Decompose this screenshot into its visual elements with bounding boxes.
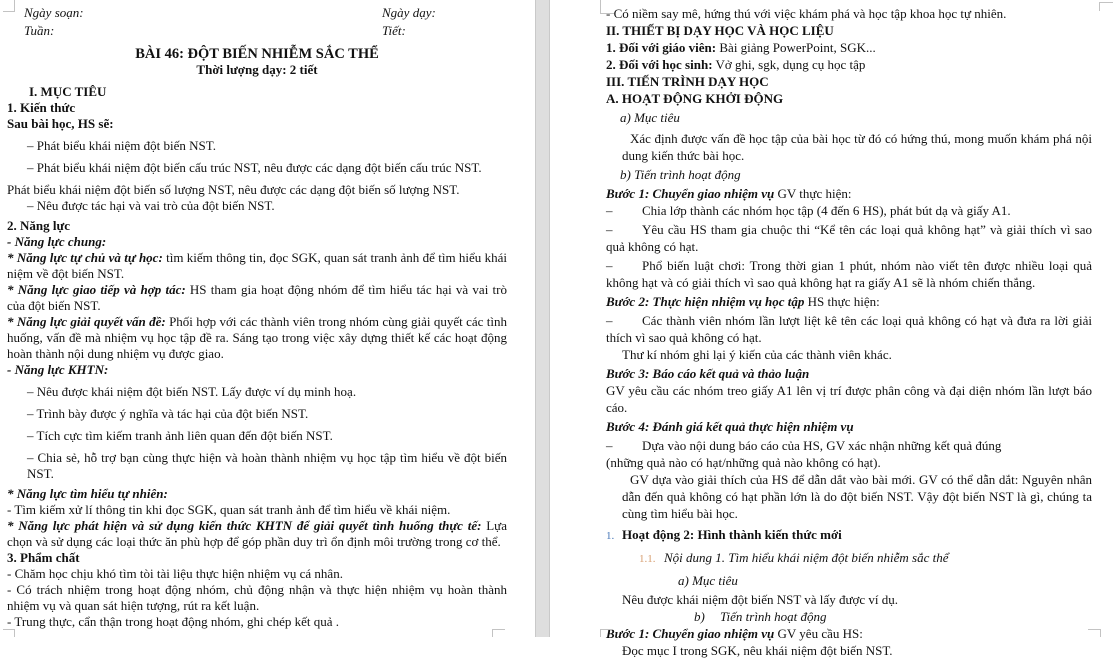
doc-paragraph: [606, 454, 1092, 471]
label-tuan: Tuần:: [24, 23, 55, 38]
doc-paragraph: [7, 198, 507, 214]
doc-paragraph: [7, 282, 507, 314]
doc-paragraph: [7, 582, 507, 614]
paragraph-text: Vở ghi, sgk, dụng cụ học tập: [712, 57, 866, 72]
doc-paragraph: [606, 437, 1092, 454]
paragraph-lead: 1. Đối với giáo viên:: [606, 40, 717, 55]
doc-paragraph: [606, 221, 1092, 255]
paragraph-text: Xác định được vấn đề học tập của bài học từ đó có hứng thú, mong muốn khám phá nội dung kiến thức bài học.: [622, 131, 1092, 163]
doc-paragraph: [606, 471, 1092, 522]
paragraph-text: - Năng lực chung:: [7, 234, 107, 249]
paragraph-text: a) Mục tiêu: [678, 573, 738, 588]
paragraph-text: Sau bài học, HS sẽ:: [7, 116, 114, 131]
doc-paragraph: [606, 5, 1092, 22]
paragraph-text: b) Tiến trình hoạt động: [620, 167, 741, 182]
heading-tien-trinh: [606, 73, 1092, 90]
paragraph-text: Phổ biến luật chơi: Trong thời gian 1 phút, nhóm nào viết tên được nhiều loại quả không hạt và có giải thích vì sao quả không hạt ra giấy A1 sẽ là nhóm chiến thắng.: [606, 258, 1092, 290]
paragraph-text: Hoạt động 2: Hình thành kiến thức mới: [622, 527, 842, 542]
doc-paragraph: [7, 362, 507, 378]
paragraph-text: – Phát biểu khái niệm đột biến cấu trúc NST, nêu được các dạng đột biến cấu trúc NST.: [27, 160, 482, 175]
paragraph-text: – Trình bày được ý nghĩa và tác hại của đột biến NST.: [27, 406, 309, 421]
paragraph-text: Thư kí nhóm ghi lại ý kiến của các thành viên khác.: [622, 347, 892, 362]
doc-paragraph: [606, 109, 1092, 126]
doc-paragraph: [606, 382, 1092, 416]
doc-paragraph: [7, 502, 507, 518]
paragraph-text: - Chăm học chịu khó tìm tòi tài liệu thực hiện nhiệm vụ cá nhân.: [7, 566, 343, 581]
doc-paragraph: [7, 566, 507, 582]
heading-hoat-dong-khoi-dong: [606, 90, 1092, 107]
doc-paragraph: [7, 160, 507, 176]
paragraph-text: – Nêu được tác hại và vai trò của đột biến NST.: [27, 198, 275, 213]
paragraph-lead: –: [606, 222, 613, 237]
paragraph-lead: Bước 1: Chuyển giao nhiệm vụ: [606, 626, 775, 641]
paragraph-text: Phối hợp với các thành viên trong nhóm cùng giải quyết các tình huống, vấn đề mà nhiệm vụ học tập đề ra. Sáng tạo trong việc xây dựng thiết kế các hoạt động hoàn thành nội dung nhiệm vụ được giao.: [7, 314, 507, 361]
paragraph-text: HS tham gia hoạt động nhóm để tìm hiểu tác hại và vai trò của đột biến NST.: [7, 282, 507, 313]
page-1-body: [7, 46, 507, 630]
paragraph-lead: * Năng lực giải quyết vấn đề:: [7, 314, 166, 329]
doc-paragraph: [7, 138, 507, 154]
paragraph-lead: –: [606, 258, 613, 273]
paragraph-text: – Chia sẻ, hỗ trợ bạn cùng thực hiện và hoàn thành nhiệm vụ học tập tìm hiểu về đột biến NST.: [27, 450, 507, 481]
doc-paragraph: [606, 591, 1092, 608]
label-tiet: Tiết:: [382, 23, 406, 38]
doc-paragraph: [606, 312, 1092, 346]
heading-nang-luc: [7, 218, 507, 234]
doc-paragraph: [7, 406, 507, 422]
doc-paragraph: [606, 166, 1092, 183]
paragraph-text: (những quả nào có hạt/những quả nào không có hạt).: [606, 455, 881, 470]
page-gap: [536, 0, 549, 637]
page-1[interactable]: [0, 0, 536, 637]
paragraph-text: Tiến trình hoạt động: [720, 609, 827, 624]
paragraph-text: a) Mục tiêu: [620, 110, 680, 125]
paragraph-lead: Bước 2: Thực hiện nhiệm vụ học tập: [606, 294, 805, 309]
paragraph-lead: * Năng lực giao tiếp và hợp tác:: [7, 282, 186, 297]
paragraph-text: – Phát biểu khái niệm đột biến NST.: [27, 138, 216, 153]
page-2-body: [606, 5, 1092, 659]
paragraph-text: Đọc mục I trong SGK, nêu khái niệm đột biến NST.: [622, 643, 893, 658]
doc-paragraph: [606, 130, 1092, 164]
paragraph-lead: * Năng lực tự chủ và tự học:: [7, 250, 163, 265]
paragraph-text: – Nêu được khái niệm đột biến NST. Lấy được ví dụ minh hoạ.: [27, 384, 357, 399]
doc-paragraph: [606, 202, 1092, 219]
meta-row-2: [7, 22, 507, 40]
doc-paragraph: [606, 56, 1092, 73]
list-number: 1.1.: [639, 553, 656, 565]
heading-buoc-4: [606, 418, 1092, 435]
heading-muc-tieu: [7, 84, 507, 100]
activity-2-heading: [606, 526, 1092, 545]
paragraph-text: – Tích cực tìm kiếm tranh ảnh liên quan đến đột biến NST.: [27, 428, 333, 443]
label-ngay-soan: Ngày soạn:: [24, 5, 84, 20]
doc-paragraph: [606, 257, 1092, 291]
paragraph-text: III. TIẾN TRÌNH DẠY HỌC: [606, 74, 769, 89]
paragraph-text: II. THIẾT BỊ DẠY HỌC VÀ HỌC LIỆU: [606, 23, 834, 38]
heading-buoc-3: [606, 365, 1092, 382]
paragraph-text: Bước 4: Đánh giá kết quả thực hiện nhiệm vụ: [606, 419, 854, 434]
paragraph-text: - Tìm kiếm xử lí thông tin khi đọc SGK, quan sát tranh ảnh để tìm hiểu về khái niệm.: [7, 502, 451, 517]
paragraph-text: I. MỤC TIÊU: [29, 84, 107, 99]
paragraph-text: Thời lượng dạy: 2 tiết: [196, 62, 318, 77]
paragraph-text: GV dựa vào giải thích của HS để dẫn dắt vào bài mới. GV có thể dẫn dắt: Nguyên nhân dẫn đến quả không có hạt phần lớn là do đột biến NST. Vậy đột biến NST là gì, chúng ta cùng tìm hiểu bài học.: [622, 472, 1092, 521]
paragraph-text: - Trung thực, cẩn thận trong hoạt động nhóm, ghi chép kết quả .: [7, 614, 339, 629]
paragraph-text: 3. Phẩm chất: [7, 550, 80, 565]
doc-paragraph: [7, 314, 507, 362]
paragraph-text: GV yêu cầu các nhóm treo giấy A1 lên vị trí được phân công và đại diện nhóm lần lượt báo cáo.: [606, 383, 1092, 415]
doc-paragraph: [7, 518, 507, 550]
label-ngay-day: Ngày dạy:: [382, 5, 436, 20]
paragraph-text: Bài giảng PowerPoint, SGK...: [716, 40, 876, 55]
doc-paragraph: [7, 450, 507, 482]
paragraph-text: Lựa chọn và sử dụng các loại thức ăn phù hợp để góp phần duy trì ổn định môi trường trong cơ thể.: [7, 518, 507, 549]
doc-paragraph: [606, 642, 1092, 659]
paragraph-text: HS thực hiện:: [804, 294, 880, 309]
doc-paragraph: [606, 625, 1092, 642]
paragraph-text: A. HOẠT ĐỘNG KHỞI ĐỘNG: [606, 91, 784, 106]
paragraph-lead: –: [606, 438, 613, 453]
doc-paragraph: [606, 39, 1092, 56]
doc-paragraph: [606, 293, 1092, 310]
paragraph-lead: Bước 1: Chuyển giao nhiệm vụ: [606, 186, 775, 201]
page-2[interactable]: [549, 0, 1112, 658]
paragraph-text: Phát biểu khái niệm đột biến số lượng NST, nêu được các dạng đột biến số lượng NST.: [7, 182, 460, 197]
paragraph-lead: b): [694, 609, 705, 624]
heading-pham-chat: [7, 550, 507, 566]
paragraph-text: - Có niềm say mê, hứng thú với việc khám phá và học tập khoa học tự nhiên.: [606, 6, 1007, 21]
paragraph-lead: * Năng lực phát hiện và sử dụng kiến thức KHTN để giải quyết tình huống thực tế:: [7, 518, 482, 533]
paragraph-text: Các thành viên nhóm lần lượt liệt kê tên các loại quả không có hạt và đưa ra lời giải thích vì sao quả không có hạt.: [606, 313, 1092, 345]
doc-paragraph: [606, 185, 1092, 202]
doc-paragraph: [606, 572, 1092, 589]
paragraph-text: Bước 3: Báo cáo kết quả và thảo luận: [606, 366, 810, 381]
paragraph-text: GV thực hiện:: [774, 186, 852, 201]
doc-paragraph: [7, 614, 507, 630]
lesson-duration: [7, 62, 507, 78]
doc-paragraph: [7, 384, 507, 400]
paragraph-text: 1. Kiến thức: [7, 100, 76, 115]
paragraph-text: Yêu cầu HS tham gia chuộc thi “Kể tên các loại quả không hạt” và giải thích vì sao quả không có hạt.: [606, 222, 1092, 254]
doc-paragraph: [606, 608, 1092, 625]
paragraph-lead: –: [606, 313, 613, 328]
list-number: 1.: [606, 530, 615, 542]
lesson-title: [7, 46, 507, 62]
paragraph-lead: 2. Đối với học sinh:: [606, 57, 713, 72]
doc-paragraph: [606, 346, 1092, 363]
paragraph-text: - Có trách nhiệm trong hoạt động nhóm, chủ động nhận và thực hiện nhiệm vụ hoàn thành nhiệm vụ và quan sát hiện tượng, rút ra kết luận.: [7, 582, 507, 613]
heading-thiet-bi: [606, 22, 1092, 39]
doc-paragraph: [7, 234, 507, 250]
paragraph-text: GV yêu cầu HS:: [774, 626, 863, 641]
content-1-heading: [606, 549, 1092, 568]
paragraph-text: tìm kiếm thông tin, đọc SGK, quan sát tranh ảnh để tìm hiểu khái niệm về đột biến NST.: [7, 250, 507, 281]
paragraph-text: BÀI 46: ĐỘT BIẾN NHIỄM SẮC THỂ: [135, 46, 379, 62]
heading-kien-thuc: [7, 100, 507, 116]
doc-paragraph: [7, 116, 507, 132]
doc-paragraph: [7, 250, 507, 282]
paragraph-text: Nêu được khái niệm đột biến NST và lấy được ví dụ.: [622, 592, 898, 607]
paragraph-text: - Năng lực KHTN:: [7, 362, 109, 377]
paragraph-text: Dựa vào nội dung báo cáo của HS, GV xác nhận những kết quả đúng: [642, 438, 1002, 453]
paragraph-text: 2. Năng lực: [7, 218, 71, 233]
paragraph-lead: –: [606, 203, 613, 218]
doc-paragraph: [7, 428, 507, 444]
doc-paragraph: [7, 486, 507, 502]
paragraph-text: * Năng lực tìm hiểu tự nhiên:: [7, 486, 168, 501]
paragraph-text: Chia lớp thành các nhóm học tập (4 đến 6 HS), phát bút dạ và giấy A1.: [642, 203, 1011, 218]
meta-row-1: [7, 4, 507, 22]
paragraph-text: Nội dung 1. Tìm hiểu khái niệm đột biến nhiễm sắc thể: [664, 550, 949, 565]
doc-paragraph: [7, 182, 507, 198]
